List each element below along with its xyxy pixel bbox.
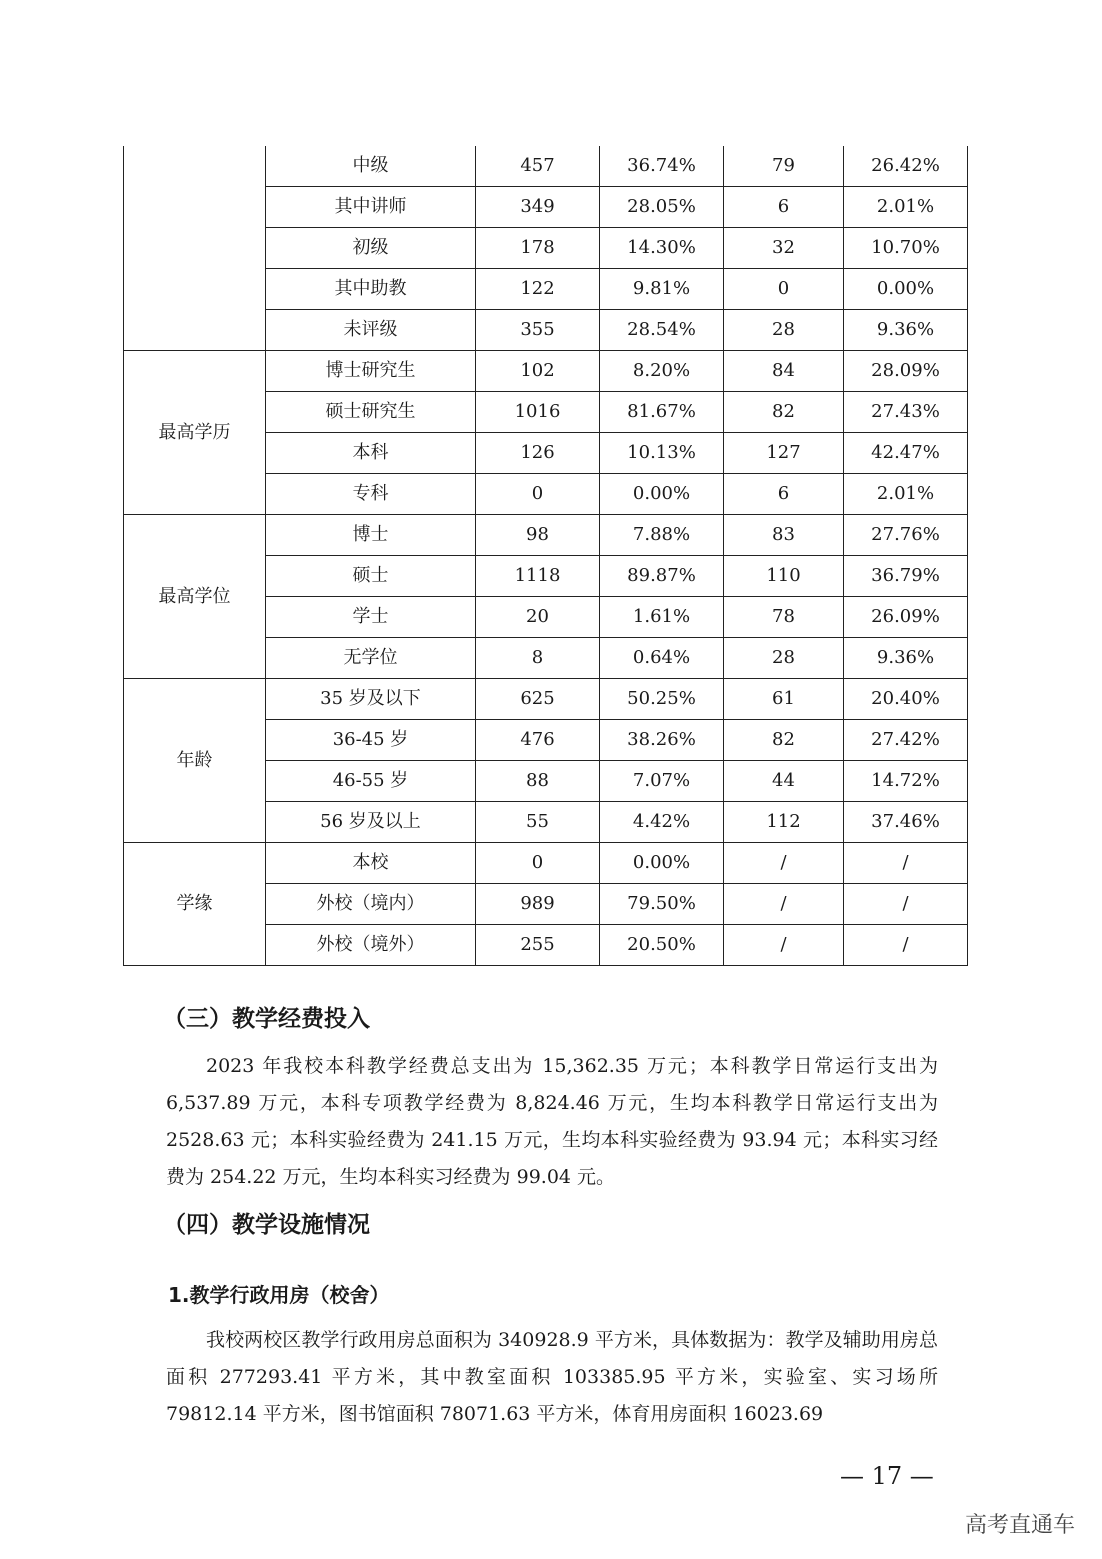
table-cell: 625 bbox=[476, 679, 600, 720]
subheading-buildings: 1.教学行政用房（校舍） bbox=[168, 1283, 390, 1307]
table-cell: 2.01% bbox=[844, 187, 968, 228]
table-cell: 26.09% bbox=[844, 597, 968, 638]
table-cell: 1.61% bbox=[600, 597, 724, 638]
table-cell: 38.26% bbox=[600, 720, 724, 761]
table-cell: 0 bbox=[724, 269, 844, 310]
table-cell: 126 bbox=[476, 433, 600, 474]
table-cell: 102 bbox=[476, 351, 600, 392]
table-cell: 9.81% bbox=[600, 269, 724, 310]
table-cell: 79 bbox=[724, 146, 844, 187]
table-cell: 9.36% bbox=[844, 310, 968, 351]
table-cell: 0.00% bbox=[600, 843, 724, 884]
table-cell: 10.70% bbox=[844, 228, 968, 269]
table-cell: 28 bbox=[724, 638, 844, 679]
table-cell: 7.88% bbox=[600, 515, 724, 556]
table-cell: 36.79% bbox=[844, 556, 968, 597]
table-cell: 硕士研究生 bbox=[266, 392, 476, 433]
table-cell: 0.00% bbox=[600, 474, 724, 515]
table-cell: 36-45 岁 bbox=[266, 720, 476, 761]
table-cell: 未评级 bbox=[266, 310, 476, 351]
table-cell: 无学位 bbox=[266, 638, 476, 679]
table-row bbox=[124, 843, 968, 884]
table-cell: 其中助教 bbox=[266, 269, 476, 310]
table-row bbox=[124, 146, 968, 187]
watermark: 高考直通车 bbox=[965, 1513, 1076, 1538]
table-row bbox=[124, 679, 968, 720]
table-cell: 989 bbox=[476, 884, 600, 925]
table-cell: 本科 bbox=[266, 433, 476, 474]
table-cell: 6 bbox=[724, 187, 844, 228]
table-cell: 外校（境外） bbox=[266, 925, 476, 966]
category-cell: 年龄 bbox=[124, 679, 266, 843]
table-cell: 外校（境内） bbox=[266, 884, 476, 925]
table-cell: / bbox=[724, 925, 844, 966]
table-cell: 28.54% bbox=[600, 310, 724, 351]
table-cell: 457 bbox=[476, 146, 600, 187]
table-cell: 4.42% bbox=[600, 802, 724, 843]
table-cell: / bbox=[844, 843, 968, 884]
table-cell: 27.76% bbox=[844, 515, 968, 556]
table-cell: 28.09% bbox=[844, 351, 968, 392]
table-cell: 27.42% bbox=[844, 720, 968, 761]
table-cell: 32 bbox=[724, 228, 844, 269]
category-cell: 最高学历 bbox=[124, 351, 266, 515]
table-cell: 355 bbox=[476, 310, 600, 351]
table-cell: 硕士 bbox=[266, 556, 476, 597]
table-cell: 8 bbox=[476, 638, 600, 679]
table-cell: 178 bbox=[476, 228, 600, 269]
table-cell: / bbox=[844, 925, 968, 966]
table-cell: 37.46% bbox=[844, 802, 968, 843]
table-cell: 0.00% bbox=[844, 269, 968, 310]
table-cell: 本校 bbox=[266, 843, 476, 884]
table-cell: 88 bbox=[476, 761, 600, 802]
table-cell: 89.87% bbox=[600, 556, 724, 597]
table-cell: 28 bbox=[724, 310, 844, 351]
table-cell: 1118 bbox=[476, 556, 600, 597]
table-cell: / bbox=[724, 843, 844, 884]
table-cell: 20.50% bbox=[600, 925, 724, 966]
table-cell: 56 岁及以上 bbox=[266, 802, 476, 843]
table-cell: 127 bbox=[724, 433, 844, 474]
table-cell: 中级 bbox=[266, 146, 476, 187]
table-cell: 14.30% bbox=[600, 228, 724, 269]
table-cell: 78 bbox=[724, 597, 844, 638]
table-cell: 82 bbox=[724, 720, 844, 761]
table-cell: 博士 bbox=[266, 515, 476, 556]
table-cell: 84 bbox=[724, 351, 844, 392]
table-cell: 79.50% bbox=[600, 884, 724, 925]
section-heading-facilities: （四）教学设施情况 bbox=[163, 1212, 370, 1238]
table-cell: 学士 bbox=[266, 597, 476, 638]
category-cell bbox=[124, 146, 266, 351]
table-cell: 其中讲师 bbox=[266, 187, 476, 228]
page-number: — 17 — bbox=[840, 1462, 934, 1490]
table-cell: 博士研究生 bbox=[266, 351, 476, 392]
table-cell: 初级 bbox=[266, 228, 476, 269]
table-row bbox=[124, 515, 968, 556]
table-cell: 82 bbox=[724, 392, 844, 433]
table-cell: 476 bbox=[476, 720, 600, 761]
table-cell: 6 bbox=[724, 474, 844, 515]
table-cell: 14.72% bbox=[844, 761, 968, 802]
faculty-stats-table bbox=[123, 146, 968, 966]
table-cell: 46-55 岁 bbox=[266, 761, 476, 802]
table-cell: 55 bbox=[476, 802, 600, 843]
table-cell: 112 bbox=[724, 802, 844, 843]
table-cell: 2.01% bbox=[844, 474, 968, 515]
table-cell: / bbox=[724, 884, 844, 925]
table-cell: 36.74% bbox=[600, 146, 724, 187]
table-cell: 83 bbox=[724, 515, 844, 556]
facilities-paragraph: 我校两校区教学行政用房总面积为 340928.9 平方米，具体数据为：教学及辅助用房总面积 277293.41 平方米，其中教室面积 103385.95 平方米，实验室、实习场所 79812.14 平方米，图书馆面积 78071.63 平方米，体育用房面积 16023.69 bbox=[166, 1329, 938, 1425]
category-cell: 最高学位 bbox=[124, 515, 266, 679]
table-cell: 255 bbox=[476, 925, 600, 966]
table-cell: 27.43% bbox=[844, 392, 968, 433]
table-cell: 35 岁及以下 bbox=[266, 679, 476, 720]
table-row bbox=[124, 351, 968, 392]
section-heading-funding: （三）教学经费投入 bbox=[163, 1006, 370, 1032]
table-cell: 26.42% bbox=[844, 146, 968, 187]
table-cell: 50.25% bbox=[600, 679, 724, 720]
table-cell: 44 bbox=[724, 761, 844, 802]
table-cell: 0.64% bbox=[600, 638, 724, 679]
category-cell: 学缘 bbox=[124, 843, 266, 966]
table-cell: 专科 bbox=[266, 474, 476, 515]
table-cell: 1016 bbox=[476, 392, 600, 433]
table-cell: / bbox=[844, 884, 968, 925]
funding-paragraph: 2023 年我校本科教学经费总支出为 15,362.35 万元；本科教学日常运行支出为 6,537.89 万元，本科专项教学经费为 8,824.46 万元，生均本科教学日常运行支出为 2528.63 元；本科实验经费为 241.15 万元，生均本科实验经费为 93.94 元；本科实习经费为 254.22 万元，生均本科实习经费为 99.04 元。 bbox=[166, 1055, 938, 1188]
table-cell: 8.20% bbox=[600, 351, 724, 392]
table-cell: 110 bbox=[724, 556, 844, 597]
table-cell: 20 bbox=[476, 597, 600, 638]
table-cell: 7.07% bbox=[600, 761, 724, 802]
table-cell: 61 bbox=[724, 679, 844, 720]
table-cell: 20.40% bbox=[844, 679, 968, 720]
table-cell: 122 bbox=[476, 269, 600, 310]
table-cell: 10.13% bbox=[600, 433, 724, 474]
table-cell: 98 bbox=[476, 515, 600, 556]
table-cell: 9.36% bbox=[844, 638, 968, 679]
table-cell: 349 bbox=[476, 187, 600, 228]
table-cell: 42.47% bbox=[844, 433, 968, 474]
table-cell: 81.67% bbox=[600, 392, 724, 433]
table-cell: 28.05% bbox=[600, 187, 724, 228]
table-cell: 0 bbox=[476, 843, 600, 884]
table-cell: 0 bbox=[476, 474, 600, 515]
